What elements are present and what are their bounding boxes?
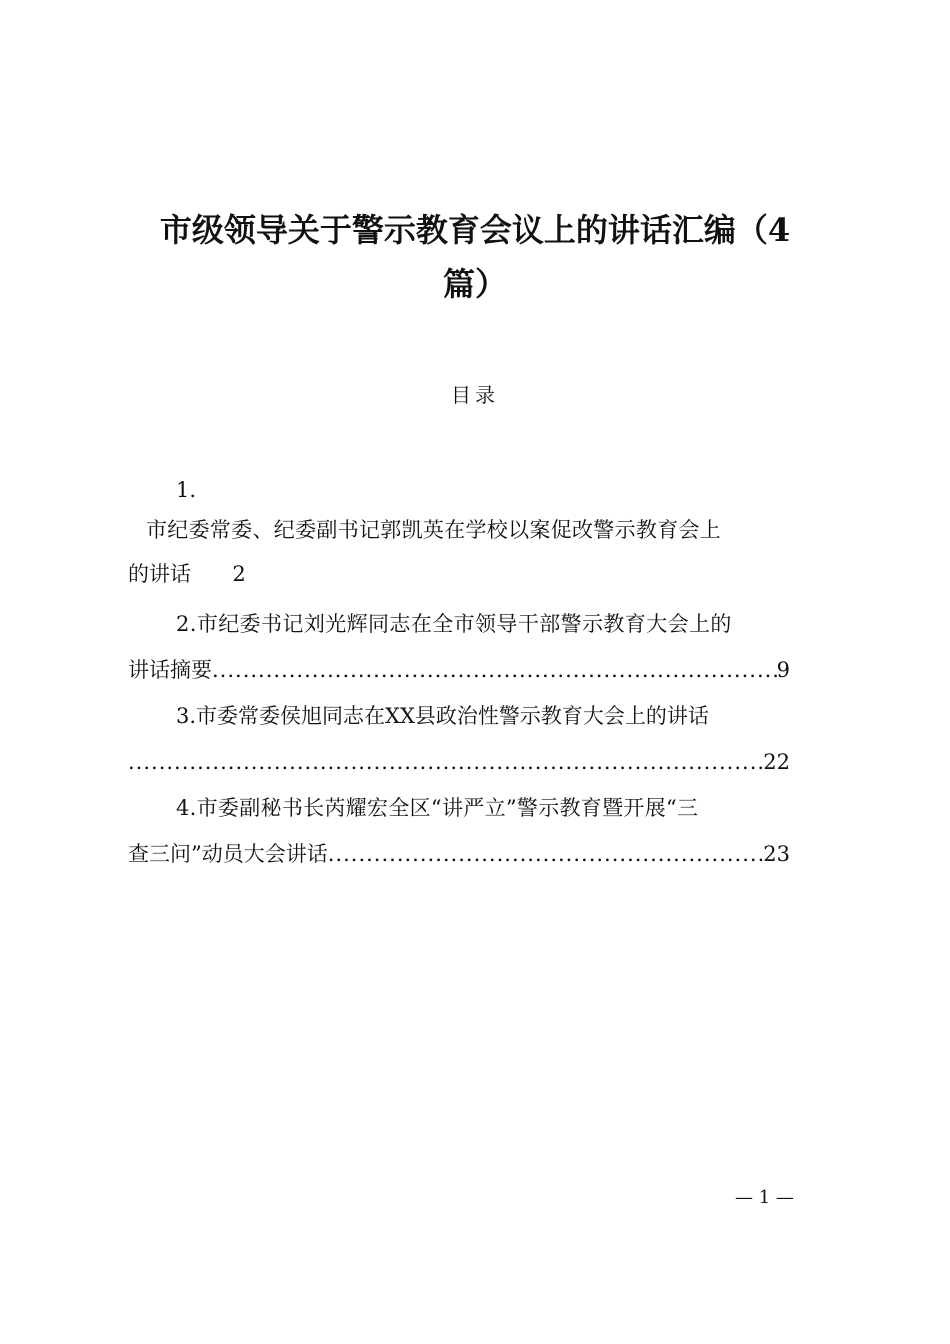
toc-entry-4-text: 查三问”动员大会讲话: [128, 842, 328, 866]
toc-entry-2-text: 讲话摘要: [128, 658, 212, 682]
toc-entry-3-line-1[interactable]: 3.市委常委侯旭同志在XX县政治性警示教育大会上的讲话: [176, 704, 709, 728]
document-title: [120, 203, 830, 311]
toc-entry-2-line-1[interactable]: 2.市纪委书记刘光辉同志在全市领导干部警示教育大会上的: [176, 612, 732, 636]
toc-entry-1-line-1[interactable]: 市纪委常委、纪委副书记郭凯英在学校以案促改警示教育会上: [146, 518, 722, 542]
toc-entry-4-line-2[interactable]: [128, 834, 790, 874]
toc-entry-1-text: 的讲话: [128, 562, 191, 586]
toc-entry-2-leader: [212, 650, 777, 690]
toc-entry-3-line-2[interactable]: [128, 742, 790, 782]
toc-entry-2-page: 9: [776, 658, 790, 682]
title-line-1: 市级领导关于警示教育会议上的讲话汇编（4: [159, 211, 791, 249]
page-number-footer: — 1 —: [735, 1187, 794, 1208]
toc-entry-3-leader: [128, 742, 763, 782]
toc-entry-1-page: 2: [232, 562, 246, 586]
toc-entry-4-leader: [328, 834, 764, 874]
toc-entry-4-page: 23: [763, 842, 790, 866]
toc-entry-1-number[interactable]: 1.: [176, 478, 197, 502]
toc-entry-2-line-2[interactable]: [128, 650, 790, 690]
toc-heading: 目录: [451, 383, 499, 407]
toc-entry-4-line-1[interactable]: 4.市委副秘书长芮耀宏全区“讲严立”警示教育暨开展“三: [176, 796, 699, 820]
title-line-2: 篇）: [442, 265, 507, 303]
toc-entry-1-line-2[interactable]: [128, 554, 830, 594]
toc-entry-3-page: 22: [763, 750, 790, 774]
